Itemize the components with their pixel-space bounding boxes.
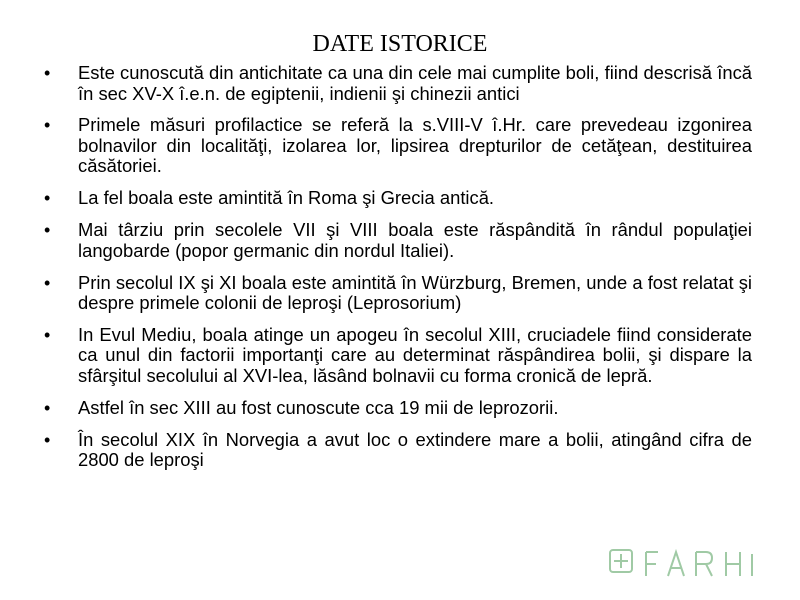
- bullet-item: • Primele măsuri profilactice se referă la s.VIII-V î.Hr. care prevedeau izgonirea bolnavilor din localităţi, izolarea lor, lipsirea drepturilor de cetăţean, destituirea căsătoriei.: [44, 115, 752, 177]
- bullet-item: • La fel boala este amintită în Roma şi Grecia antică.: [44, 188, 752, 209]
- bullet-item: • In Evul Mediu, boala atinge un apogeu în secolul XIII, cruciadele fiind considerate ca unul din factorii importanţi care au determinat răspândirea bolii, şi dispare la sfârşitul secolului al XVI-lea, lăsând bolnavii cu forma cronică de lepră.: [44, 325, 752, 387]
- bullet-item: • În secolul XIX în Norvegia a avut loc o extindere mare a bolii, atingând cifra de 2800 de leproşi: [44, 430, 752, 471]
- slide-title: DATE ISTORICE: [312, 31, 488, 57]
- bullet-item: • Astfel în sec XIII au fost cunoscute cca 19 mii de leprozorii.: [44, 398, 752, 419]
- bullet-item: • Este cunoscută din antichitate ca una din cele mai cumplite boli, fiind descrisă încă în sec XV-X î.e.n. de egiptenii, indienii şi chinezii antici: [44, 63, 752, 104]
- bullet-item: • Prin secolul IX şi XI boala este amintită în Würzburg, Bremen, unde a fost relatat şi despre primele colonii de leproşi (Leprosorium): [44, 273, 752, 314]
- bullet-list: [44, 63, 752, 482]
- bullet-item: • Mai târziu prin secolele VII şi VIII boala este răspândită în rândul populaţiei langobarde (popor germanic din nordul Italiei).: [44, 220, 752, 261]
- watermark-logo-icon: [606, 542, 766, 588]
